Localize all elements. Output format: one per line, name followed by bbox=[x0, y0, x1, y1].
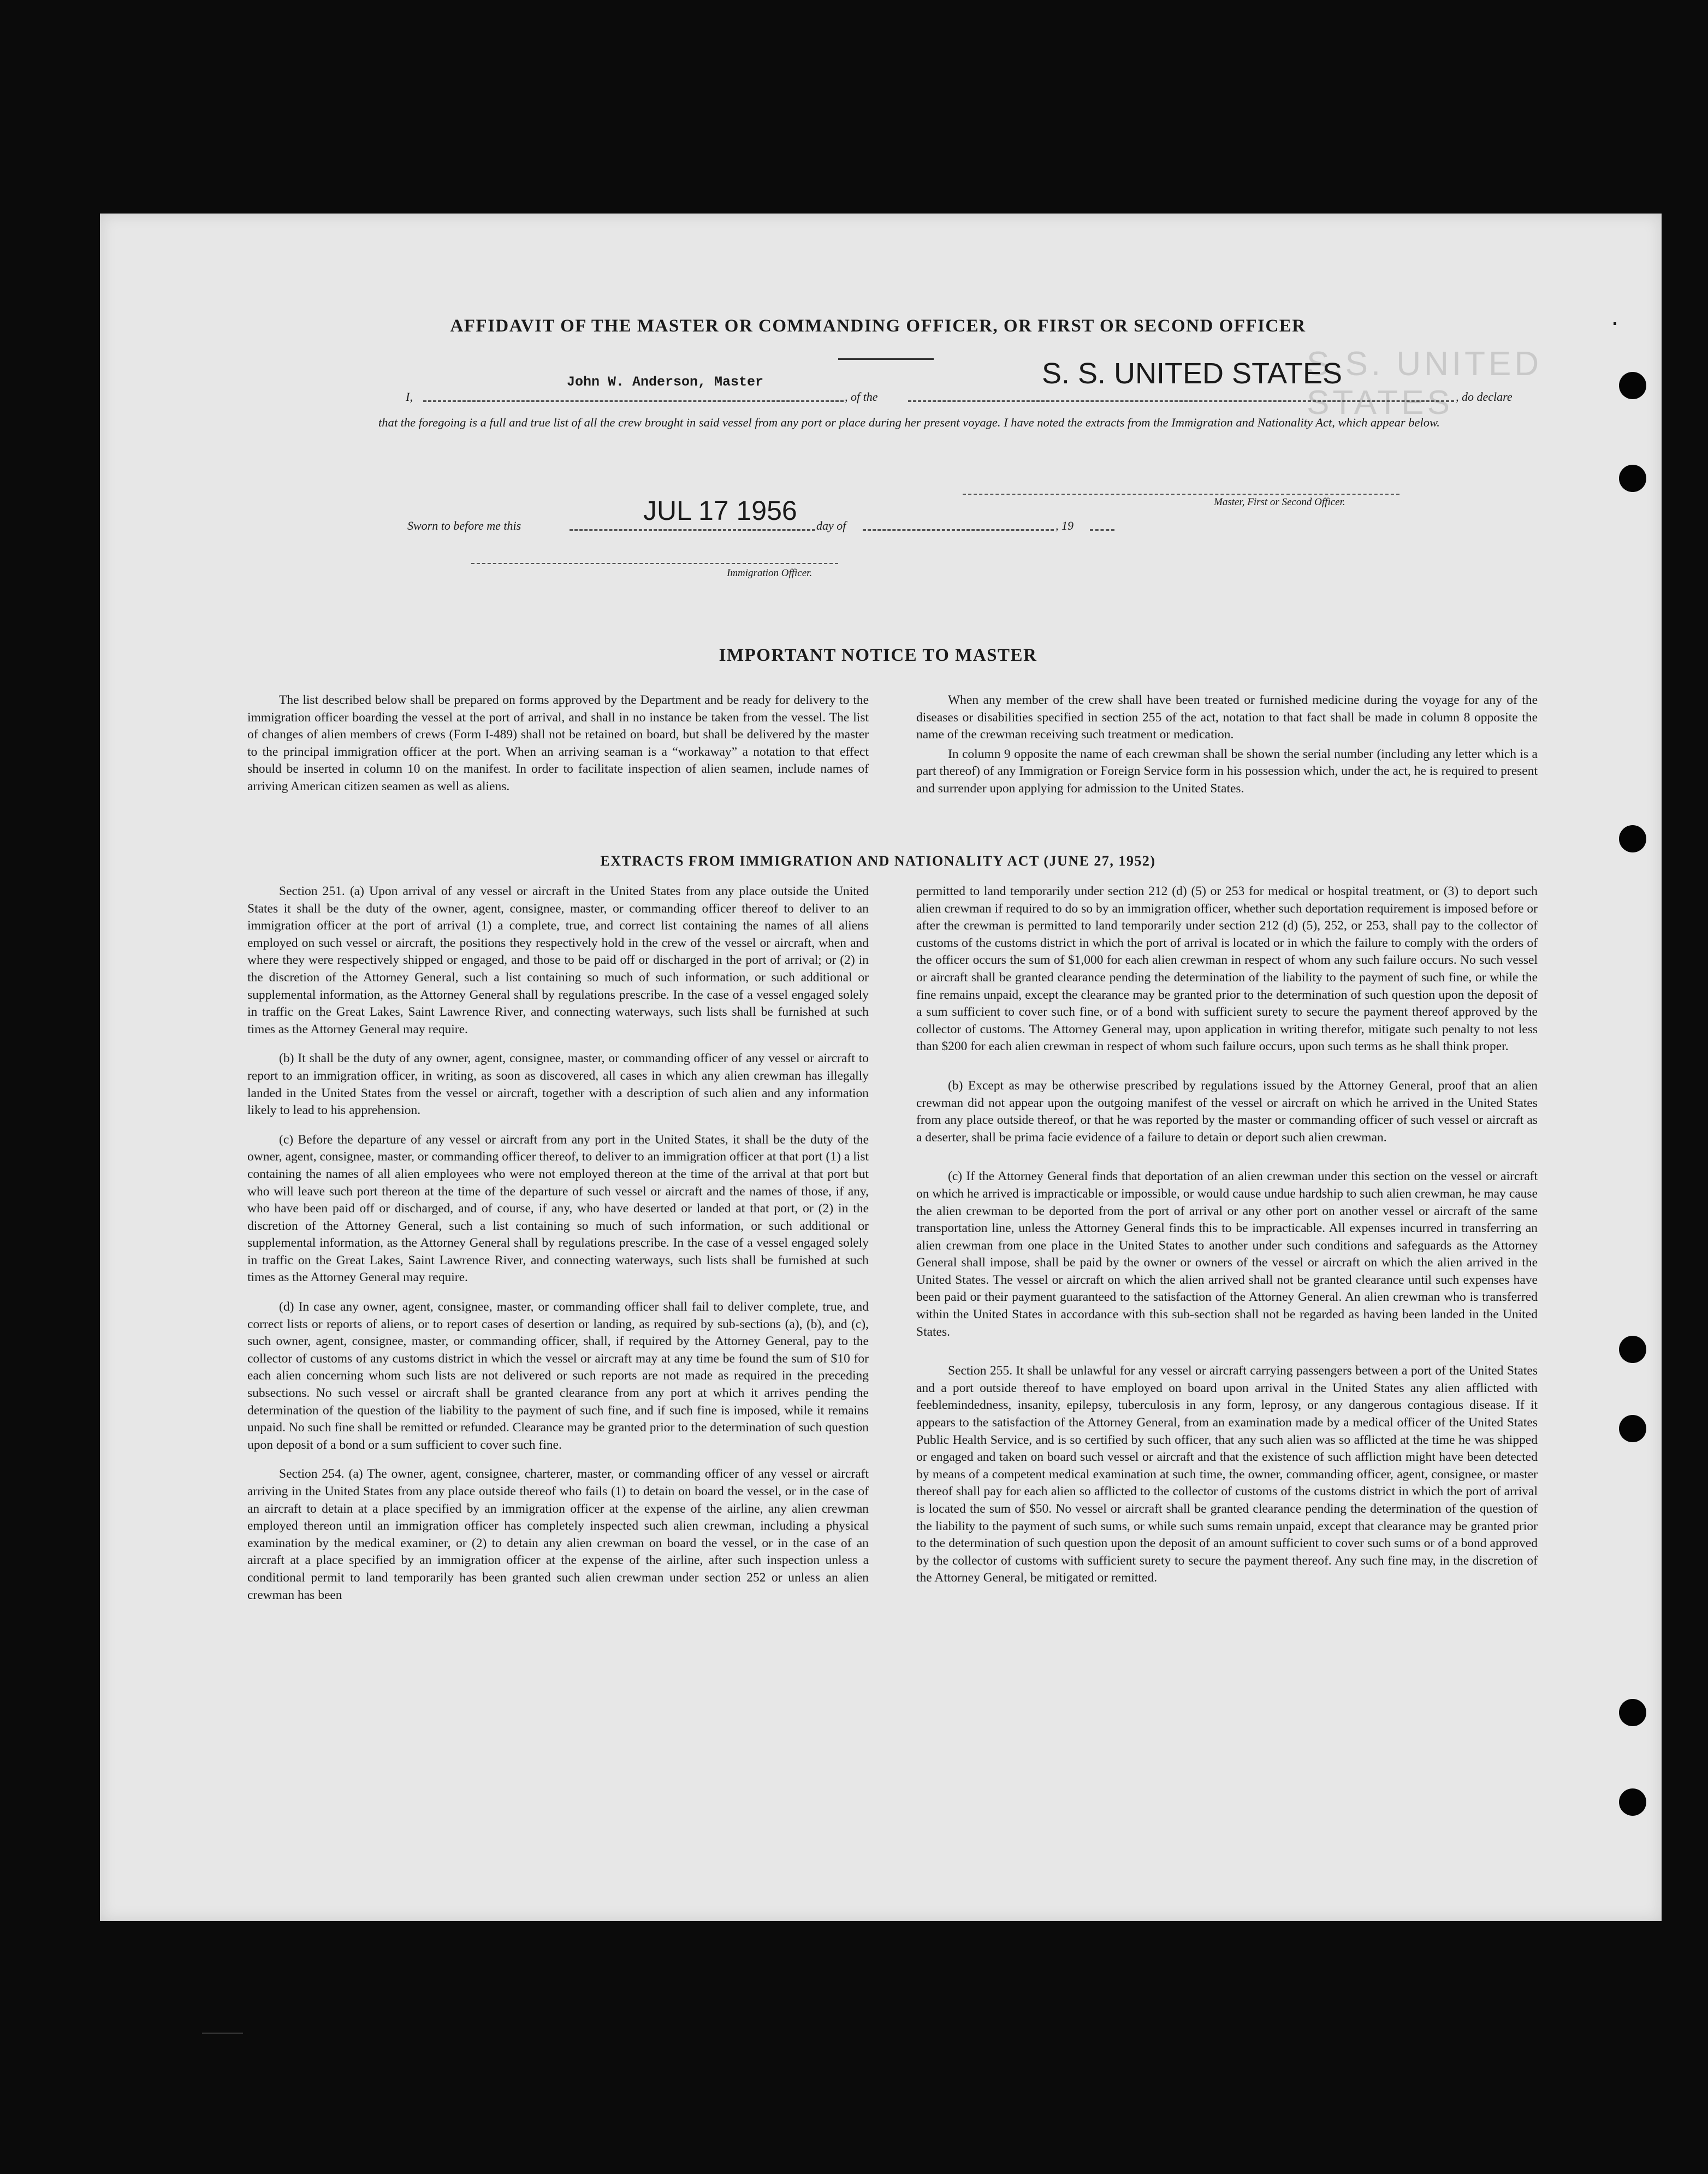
line1-prefix: I, bbox=[406, 390, 413, 404]
notice-right-paragraph: When any member of the crew shall have been treated or furnished medicine during the voyage for any of the diseases or disabilities specified in section 255 of the act, notation to that fact shall be made in column 8 opposite the name of the crewman receiving such treatment or medication. bbox=[916, 693, 1538, 742]
master-name-line bbox=[423, 400, 844, 402]
section-paragraph: (c) Before the departure of any vessel or aircraft from any port in the United States, it shall be the duty of the owner, agent, consignee, master, or commanding officer thereof, to deliver to an immigration officer at that port (1) a list containing the names of all alien employees who were not employed thereon at the time of the arrival at that port but who will leave such port thereon at the time of the departure of such vessel or aircraft and the names of those, if any, who have been paid off or discharged, and of course, if any, who have deserted or landed at that port, or (2) in the discretion of the Attorney General, such a list containing so much of such information, or such additional or supplemental information, as the Attorney General shall by regulations prescribe. In the case of a vessel engaged solely in traffic on the Great Lakes, Saint Lawrence River, and connecting waterways, such lists shall be furnished at such times as the Attorney General may require. bbox=[247, 1132, 869, 1285]
master-signature-line bbox=[963, 494, 1399, 495]
affidavit-title: AFFIDAVIT OF THE MASTER OR COMMANDING OFFICER, OR FIRST OR SECOND OFFICER bbox=[450, 316, 1306, 336]
binder-hole bbox=[1619, 1788, 1646, 1816]
extracts-right-column bbox=[916, 883, 1538, 1599]
notice-left-column bbox=[247, 692, 869, 808]
scan-mark bbox=[202, 2033, 243, 2034]
section-paragraph: Section 254. (a) The owner, agent, consignee, charterer, master, or commanding officer of any vessel or aircraft arriving in the United States from any place outside thereof who fails (1) to detain on board the vessel, or in the case of an aircraft to detain at a place specified by an immigration officer at the expense of the airline, any alien crewman employed thereon until an immigration officer has completely inspected such alien crewman, including a physical examination by the medical examiner, or (2) to detain any alien crewman on board the vessel, or in the case of an aircraft at a place specified by an immigration officer at the expense of the airline, after such inspection unless a conditional permit to land temporarily has been granted such alien crewman under section 252 or unless an alien crewman has been bbox=[247, 1467, 869, 1602]
binder-hole bbox=[1619, 1336, 1646, 1363]
vessel-name-line bbox=[908, 400, 1454, 402]
section-paragraph: Section 255. It shall be unlawful for any vessel or aircraft carrying passengers between a port of the United States and a port outside thereof to have employed on board upon arrival in the United States any alien afflicted with feeblemindedness, insanity, epilepsy, tuberculosis in any form, leprosy, or any dangerous contagious disease. If it appears to the satisfaction of the Attorney General, from an examination made by a medical officer of the United States Public Health Service, and is so certified by such officer, that any such alien was so afflicted at the time he was shipped or engaged and taken on board such vessel or aircraft and that the existence of such affliction might have been detected by means of a competent medical examination at such time, the owner, commanding officer, agent, consignee, or master thereof shall pay for each alien so afflicted to the collector of customs of the customs district in which the port of arrival is located the sum of $50. No vessel or aircraft shall be granted clearance pending the determination of the question of the liability to the payment of such sums, or while such sums remain unpaid, except that clearance may be granted prior to the determination of such question upon the deposit of an amount sufficient to cover such sums or of a bond approved by the collector of customs with sufficient surety to secure the payment thereof. Any such fine may, in the discretion of the Attorney General, be mitigated or remitted. bbox=[916, 1364, 1538, 1585]
sworn-month-line bbox=[863, 529, 1054, 531]
notice-right-paragraph: In column 9 opposite the name of each crewman shall be shown the serial number (including any letter which is a part thereof) of any Immigration or Foreign Service form in his possession which, under the act, he is required to present and surrender upon applying for admission to the United States. bbox=[916, 747, 1538, 796]
sworn-year-line bbox=[1090, 529, 1114, 531]
officer-signature-line bbox=[471, 563, 838, 564]
notice-right-column bbox=[916, 692, 1538, 810]
section-paragraph: (c) If the Attorney General finds that deportation of an alien crewman under this section on the vessel or aircraft on which he arrived is impracticable or impossible, or would cause undue hardship to such alien crewman, he may cause the alien crewman to be deported from the port of arrival or any other port on another vessel or aircraft of the same transportation line, unless the Attorney General finds this to be impracticable. All expenses incurred in transferring an alien crewman from one place in the United States to another under such conditions and safeguards as the Attorney General shall impose, shall be paid by the owner or owners of the vessel or aircraft on which the alien arrived in the United States. The vessel or aircraft on which the alien arrived shall not be granted clearance until such expenses have been paid or their payment guaranteed to the satisfaction of the Attorney General. An alien crewman who is transferred within the United States in accordance with this sub-section shall not be regarded as having been landed in the United States. bbox=[916, 1169, 1538, 1339]
master-signature-caption: Master, First or Second Officer. bbox=[1214, 496, 1345, 508]
declaration-text: that the foregoing is a full and true list of all the crew brought in said vessel from any port or place during her present voyage. I have noted the extracts from the Immigration and Nationality Act, which appear below. bbox=[378, 416, 1440, 429]
sworn-prefix: Sworn to before me this bbox=[407, 519, 521, 532]
section-paragraph: (d) In case any owner, agent, consignee, master, or commanding officer shall fail to deliver complete, true, and correct lists or reports of aliens, or to report cases of desertion or landing, as required by sub-sections (a), (b), and (c), such owner, agent, consignee, master, or commanding officer, shall, if required by the Attorney General, pay to the collector of customs of any customs district in which the vessel or aircraft may at any time be found the sum of $10 for each alien concerning whom such lists are not delivered or such reports are not made as required in the preceding subsections. No such vessel or aircraft shall be granted clearance from any port at which it arrives pending the determination of the question of the liability to the payment of such fine, and if such fine is imposed, while it remains unpaid. No such fine shall be remitted or refunded. Clearance may be granted prior to the determination of such question upon deposit of a bond or a sum sufficient to cover such fine. bbox=[247, 1300, 869, 1452]
sworn-day-line bbox=[570, 529, 815, 531]
section-paragraph: (b) It shall be the duty of any owner, agent, consignee, master, or commanding officer of any vessel or aircraft to report to an immigration officer, in writing, as soon as discovered, all cases in which any alien crewman has illegally landed in the United States from the vessel or aircraft, together with a description of such alien and any information likely to lead to his apprehension. bbox=[247, 1051, 869, 1118]
scan-speck bbox=[1614, 322, 1616, 325]
document-page bbox=[100, 214, 1662, 1921]
section-paragraph: Section 251. (a) Upon arrival of any vessel or aircraft in the United States from any place outside the United States it shall be the duty of the owner, agent, consignee, master, or commanding officer thereof to deliver to an immigration officer at the port of arrival (1) a complete, true, and correct list containing the names of all aliens employed on such vessel or aircraft, the positions they respectively hold in the crew of the vessel or aircraft, when and where they were respectively shipped or engaged, and those to be paid off or discharged in the port of arrival; or (2) in the discretion of the Attorney General, such a list containing so much of such information, or such additional or supplemental information, as the Attorney General shall by regulations prescribe. In the case of a vessel engaged solely in traffic on the Great Lakes, Saint Lawrence River, and connecting waterways, such lists shall be furnished at such times as the Attorney General may require. bbox=[247, 884, 869, 1036]
sworn-date-stamp: JUL 17 1956 bbox=[643, 495, 797, 526]
title-rule bbox=[838, 358, 934, 360]
vessel-name-stamp: S. S. UNITED STATES bbox=[1042, 357, 1343, 390]
sworn-day-of: day of bbox=[816, 519, 846, 532]
section-paragraph: (b) Except as may be otherwise prescribed by regulations issued by the Attorney General, proof that an alien crewman did not appear upon the outgoing manifest of the vessel or aircraft on which he arrived in the United States from any place outside thereof, or that he was reported by the master or commanding officer of such vessel or aircraft as a deserter, shall be prima facie evidence of a failure to detain or deport such alien crewman. bbox=[916, 1078, 1538, 1145]
officer-signature-caption: Immigration Officer. bbox=[727, 567, 813, 579]
binder-hole bbox=[1619, 1699, 1646, 1726]
master-name: John W. Anderson, Master bbox=[567, 374, 764, 390]
sworn-year: , 19 bbox=[1055, 519, 1074, 532]
notice-left-paragraph: The list described below shall be prepared on forms approved by the Department and be ready for delivery to the immigration officer boarding the vessel at the port of arrival, and shall in no instance be taken from the vessel. The list of changes of alien members of crews (Form I-489) shall not be retained on board, but shall be delivered by the master to the principal immigration officer at the port. When an arriving seaman is a “workaway” a notation to that effect should be inserted in column 10 on the manifest. In order to facilitate inspection of alien seamen, include names of arriving American citizen seamen as well as aliens. bbox=[247, 693, 869, 793]
extracts-left-column bbox=[247, 883, 869, 1616]
line1-suffix: , do declare bbox=[1456, 390, 1513, 404]
binder-hole bbox=[1619, 1415, 1646, 1442]
extracts-title: EXTRACTS FROM IMMIGRATION AND NATIONALITY ACT (JUNE 27, 1952) bbox=[600, 853, 1156, 869]
line1-middle: , of the bbox=[845, 390, 878, 404]
ghost-stamp-text: S.S. UNITED STATES bbox=[1307, 345, 1543, 422]
binder-hole bbox=[1619, 465, 1646, 492]
binder-hole bbox=[1619, 825, 1646, 852]
section-paragraph: permitted to land temporarily under section 212 (d) (5) or 253 for medical or hospital treatment, or (3) to deport such alien crewman if required to do so by an immigration officer, whether such deportation requirement is imposed before or after the crewman is permitted to land temporarily under section 212 (d) (5), 252, or 253, shall pay to the collector of customs of the customs district in which the port of arrival is located or in which the failure to comply with the orders of the officer occurs the sum of $1,000 for each alien crewman in respect of whom any such failure occurs. No such vessel or aircraft shall be granted clearance pending the determination of the liability to the payment of such fine, or while the fine remains unpaid, except the clearance may be granted prior to the determination of such question upon the deposit of a sum sufficient to cover such fine, or of a bond with sufficient surety to secure the payment thereof approved by the collector of customs. The Attorney General may, upon application in writing therefor, mitigate such penalty to not less than $200 for each alien crewman in respect of whom such failure occurs, upon such terms as he shall think proper. bbox=[916, 884, 1538, 1054]
notice-title: IMPORTANT NOTICE TO MASTER bbox=[719, 645, 1037, 665]
binder-hole bbox=[1619, 372, 1646, 399]
